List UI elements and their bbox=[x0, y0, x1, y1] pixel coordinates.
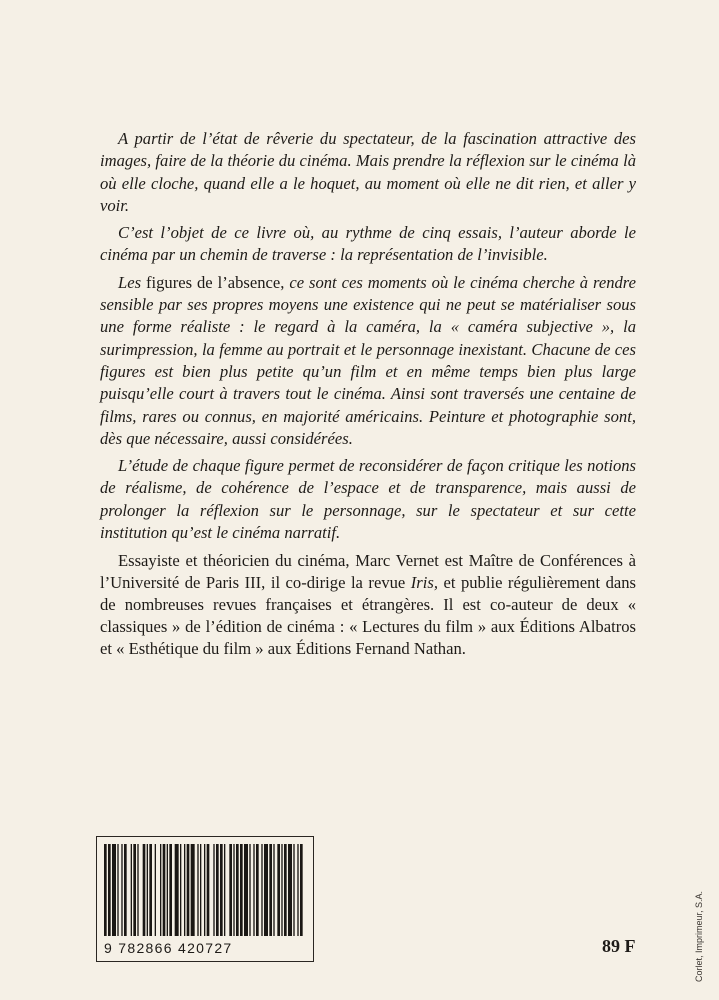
blurb-p3-rest: ce sont ces moments où le cinéma cherche à rendre sensible par ses propres moyens une existence qui ne peut se matérialiser sous une forme réaliste : le regard à la caméra, la « caméra subjective », la surimpression, la femme au portrait et le personnage inexistant. Chacune de ces figures est bien plus petite qu’un film et en même temps bien plus large puisqu’elle court à travers tout le cinéma. Ainsi sont traversés une centaine de films, rares ou connus, en majorité américains. Peinture et photographie sont, dès que nécessaire, aussi considérées. bbox=[100, 272, 636, 448]
author-bio-paragraph bbox=[100, 550, 636, 660]
barcode-bar bbox=[300, 844, 303, 936]
barcode-bar bbox=[264, 844, 268, 936]
blurb-text bbox=[100, 128, 636, 549]
barcode-bar bbox=[284, 844, 287, 936]
barcode-bar bbox=[104, 844, 107, 936]
price-label: 89 F bbox=[602, 936, 636, 956]
barcode-bar bbox=[191, 844, 195, 936]
printer-credit: Corlet, Imprimeur, S.A. bbox=[694, 890, 704, 982]
blurb-paragraph-4: L’étude de chaque figure permet de reconsidérer de façon critique les notions de réalisme, de cohérence de l’espace et de transparence, mais aussi de prolonger la réflexion sur le personnage, sur le spectateur et sur cette institution qu’est le cinéma narratif. bbox=[100, 456, 636, 543]
barcode-bar bbox=[149, 844, 152, 936]
barcode-bar bbox=[167, 844, 168, 936]
blurb-paragraph-1: A partir de l’état de rêverie du spectateur, de la fascination attractive des images, faire de la théorie du cinéma. Mais prendre la réflexion sur le cinéma là où elle cloche, quand elle a le hoquet, au moment où elle ne dit rien, et aller y voir. bbox=[100, 129, 636, 215]
barcode-bar bbox=[281, 844, 282, 936]
barcode-bar bbox=[261, 844, 262, 936]
barcode-icon bbox=[104, 844, 304, 936]
barcode-bar bbox=[124, 844, 127, 936]
barcode-bar bbox=[277, 844, 280, 936]
barcode-bar bbox=[108, 844, 111, 936]
barcode-bar bbox=[143, 844, 146, 936]
isbn-number: 9 782866 420727 bbox=[104, 940, 233, 956]
barcode-bar bbox=[213, 844, 214, 936]
barcode-bar bbox=[240, 844, 243, 936]
barcode-bar bbox=[224, 844, 225, 936]
barcode-bar bbox=[187, 844, 190, 936]
barcode-bar bbox=[288, 844, 292, 936]
barcode-bar bbox=[155, 844, 156, 936]
barcode-bar bbox=[133, 844, 136, 936]
barcode-bar bbox=[233, 844, 234, 936]
barcode-bar bbox=[131, 844, 132, 936]
barcode-bar bbox=[293, 844, 294, 936]
blurb-p3-roman: figures de l’absence, bbox=[141, 272, 285, 292]
barcode-bar bbox=[169, 844, 172, 936]
author-bio bbox=[100, 550, 636, 660]
barcode-bar bbox=[229, 844, 232, 936]
barcode-bar bbox=[269, 844, 272, 936]
barcode-bar bbox=[249, 844, 250, 936]
barcode-bar bbox=[207, 844, 210, 936]
barcode-bar bbox=[244, 844, 248, 936]
barcode-bar bbox=[220, 844, 223, 936]
barcode-bar bbox=[256, 844, 259, 936]
barcode-bar bbox=[216, 844, 219, 936]
barcode-bar bbox=[147, 844, 148, 936]
barcode-bar bbox=[197, 844, 198, 936]
barcode-bar bbox=[175, 844, 179, 936]
barcode-bar bbox=[204, 844, 205, 936]
barcode-bar bbox=[163, 844, 166, 936]
barcode-bar bbox=[253, 844, 254, 936]
barcode-bar bbox=[137, 844, 138, 936]
blurb-paragraph-3 bbox=[100, 272, 636, 450]
barcode-bar bbox=[121, 844, 122, 936]
barcode-bar bbox=[160, 844, 161, 936]
barcode-bar bbox=[297, 844, 298, 936]
bio-part-1: Essayiste et théoricien du cinéma, Marc Vernet est Maître de Conférences à l’Université de Paris III, il co-dirige la revue bbox=[100, 551, 636, 592]
barcode-bar bbox=[200, 844, 201, 936]
blurb-paragraph-2: C’est l’objet de ce livre où, au rythme de cinq essais, l’auteur aborde le cinéma par un chemin de traverse : la représentation de l’invisible. bbox=[100, 223, 636, 265]
bio-part-2: et publie régulièrement dans de nombreuses revues françaises et étrangères. Il est co-auteur de deux « classiques » de l’édition de cinéma : « Lectures du film » aux Éditions Albatros et « Esthétique du film » aux Éditions Fernand Nathan. bbox=[100, 573, 636, 658]
journal-name: Iris, bbox=[410, 573, 438, 592]
barcode-bar bbox=[273, 844, 274, 936]
barcode-bar bbox=[184, 844, 185, 936]
blurb-p3-start: Les bbox=[118, 272, 142, 292]
barcode-bar bbox=[117, 844, 118, 936]
barcode-bar bbox=[180, 844, 181, 936]
barcode-bar bbox=[112, 844, 116, 936]
barcode-bar bbox=[236, 844, 239, 936]
